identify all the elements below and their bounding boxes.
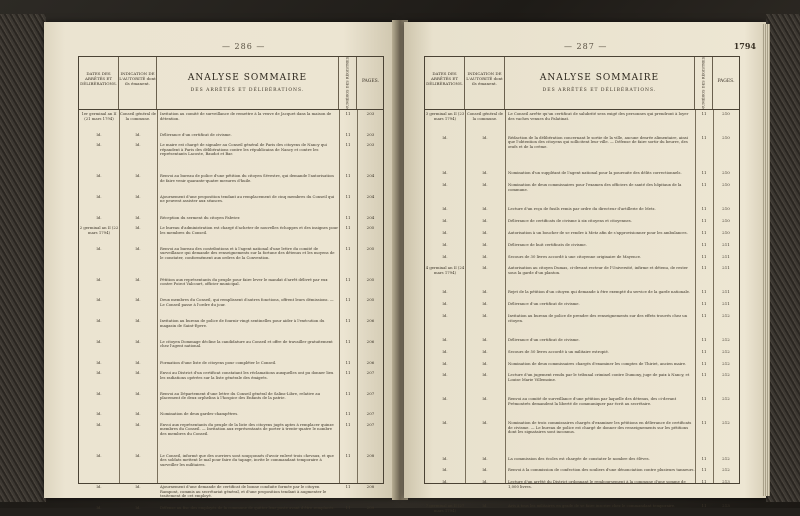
table-row	[425, 314, 739, 338]
cell-page: 212	[722, 348, 730, 354]
cell-num: 11	[701, 348, 707, 354]
cell-text: Renvoi à la commission de confection des souliers d'une dénonciation contre plusieurs tanneurs.	[508, 467, 695, 473]
cell-num: 11	[701, 467, 707, 473]
cell-text: Envoi aux représentants du peuple de la liste des citoyens jugés aptes à remplacer quinze membres du Conseil. — Invitation aux représentants de porter à trente-quatre le nombre des membres du Conseil.	[160, 421, 334, 436]
header-authority: INDICATION DE L'AUTORITÉ dont ils émanent.	[465, 57, 505, 109]
cell-date: Id.	[442, 170, 448, 176]
cell-page: 207	[366, 421, 375, 427]
cell-text: Formation d'une liste de citoyens pour compléter le Conseil.	[160, 359, 277, 365]
table-row	[425, 480, 739, 504]
cell-date: Id.	[442, 289, 448, 295]
cell-text: Lecture d'un arrêté du District ordonnant le remboursement à la commune d'une somme de 1,000 livres.	[508, 479, 686, 489]
cell-date: Id.	[442, 206, 448, 212]
cell-num: 11	[701, 419, 707, 425]
table-row	[79, 174, 383, 195]
table-row	[79, 112, 383, 133]
cell-date: Id.	[442, 419, 448, 425]
header-analysis	[157, 57, 339, 109]
cell-date: Id.	[442, 336, 448, 342]
cell-date: 7 germinal an II (27 mars 1794)	[425, 503, 465, 513]
cell-text: Délivrance d'un certificat de civisme.	[508, 336, 580, 342]
cell-authority: Id.	[135, 369, 141, 375]
cell-authority: Id.	[135, 142, 141, 148]
register-table	[424, 55, 740, 513]
cell-authority: Id.	[135, 504, 141, 510]
table-header	[79, 57, 383, 110]
cell-date: Id.	[442, 229, 448, 235]
cell-num: 11	[701, 111, 707, 116]
table-row	[79, 195, 383, 216]
cell-page: 207	[366, 390, 375, 396]
cell-page: 205	[366, 245, 375, 251]
cell-page: 203	[366, 131, 375, 137]
cell-page: 205	[366, 276, 375, 282]
header-pages: PAGES.	[717, 79, 735, 84]
cell-text: Envoi au District d'un certificat constatant les réclamations auxquelles ont pu donner lieu les radiations opérées sur la liste générale des émigrés.	[160, 369, 334, 380]
cell-page: 203	[366, 111, 375, 116]
cell-text: Délivrance de huit certificats de civisme.	[508, 241, 587, 247]
table-row	[425, 243, 739, 255]
cell-num: 11	[345, 483, 351, 489]
header-title: ANALYSE SOMMAIRE	[539, 73, 660, 83]
table-row	[79, 485, 383, 506]
cell-num: 11	[701, 206, 707, 212]
table-row	[425, 397, 739, 421]
cell-date: Id.	[96, 297, 102, 303]
cell-text: Le maire est chargé de signaler au Conseil général de Paris des citoyens de Nancy qui répandent à Paris des délibérations contre les républicains de Nancy et contre les représentants Lacoste, Baudot et Bar.	[160, 142, 327, 157]
cell-num: 11	[345, 297, 351, 303]
cell-date: Id.	[96, 359, 102, 365]
cell-authority: Id.	[482, 396, 488, 402]
cell-num: 11	[701, 372, 707, 378]
table-row	[425, 231, 739, 243]
cell-date: Id.	[442, 455, 448, 461]
cell-authority: Id.	[482, 348, 488, 354]
cell-authority: Id.	[135, 421, 141, 427]
table-header	[425, 57, 739, 110]
cell-text: Invitation au bureau de police de prendre des renseignements sur des effets trouvés chez un citoyen.	[508, 313, 688, 323]
cell-num: 11	[701, 253, 707, 259]
cell-text: Avis à tous les militaires en grade de se faire inscrire chez le commandant temporaire.	[508, 503, 676, 509]
cell-num: 11	[345, 224, 351, 230]
cell-authority: Id.	[135, 193, 141, 199]
cell-text: Rédaction de la délibération concernant le sortie de la ville, aucune denrée alimentaire, ainsi que l'obtention des citoyens qui sollicitent leur ville. — Défense de faire sortir du beurre, des œufs et de la crème.	[508, 134, 688, 149]
cell-num: 11	[701, 170, 707, 176]
cell-text: Défense au fisc des employés de la commune de quitter leur poste avant d'être remplacés.	[160, 504, 335, 510]
cell-date: Id.	[96, 483, 102, 489]
cell-authority: Conseil général de la commune.	[466, 111, 503, 121]
cell-text: Rejet de la pétition d'un citoyen qui demande à être exempté du service de la garde nationale.	[508, 289, 691, 295]
cell-page: 210	[722, 134, 730, 140]
cell-text: Nomination de deux commissaires chargés d'examiner les comptes de Thiriet, ancien maire.	[508, 360, 687, 366]
cell-date: Id.	[96, 214, 102, 220]
cell-num: 11	[345, 245, 351, 251]
cell-num: 11	[701, 396, 707, 402]
cell-num: 11	[701, 313, 707, 318]
cell-authority: Id.	[482, 419, 488, 425]
header-subtitle: DES ARRÊTÉS ET DÉLIBÉRATIONS.	[190, 88, 305, 93]
cell-text: Délivrance d'un certificat de civisme.	[160, 131, 232, 137]
table-row	[425, 112, 739, 136]
cell-num: 11	[345, 390, 351, 396]
cell-authority: Id.	[482, 479, 488, 485]
cell-date: Id.	[442, 217, 448, 223]
cell-text: Pétition aux représentants du peuple pour faire lever le mandat d'arrêt délivré par eux contre Poirot Valcourt, officier municipal.	[160, 276, 328, 287]
cell-num: 11	[701, 182, 707, 188]
table-row	[425, 290, 739, 302]
table-row	[79, 247, 383, 278]
cell-text: Le citoyen Dommage décline la candidature au Conseil et offre de travailler gratuitement chez l'agent national.	[160, 338, 333, 349]
marbled-cover-right	[766, 14, 800, 502]
cell-date: Id.	[96, 338, 102, 344]
cell-date: Id.	[96, 411, 102, 417]
cell-date: Id.	[442, 467, 448, 473]
cell-text: Réception du serment du citoyen Fabvier.	[160, 214, 241, 220]
cell-num: 11	[701, 265, 707, 271]
cell-num: 11	[345, 214, 351, 220]
table-row	[425, 338, 739, 350]
cell-authority: Id.	[135, 318, 141, 324]
cell-text: Ajournement d'une demande de certificat de bonne conduite formée par le citoyen Rampont, commis au secrétariat général, et d'une proposition tendant à augmenter le traitement de cet employé.	[160, 483, 327, 499]
cell-page: 205	[366, 297, 375, 303]
cell-page: 211	[722, 289, 730, 295]
cell-page: 213	[722, 479, 730, 485]
header-subtitle: DES ARRÊTÉS ET DÉLIBÉRATIONS.	[542, 88, 657, 93]
cell-num: 11	[701, 289, 707, 295]
cell-date: Id.	[96, 173, 102, 179]
cell-text: Invitation au comité de surveillance de remettre à la veuve de Jacquet dans la maison de détention.	[160, 111, 332, 121]
cell-date: Id.	[442, 348, 448, 354]
cell-date: Id.	[442, 241, 448, 247]
cell-page: 210	[722, 206, 730, 212]
cell-text: Nomination de deux commissaires pour l'examen des officiers de santé des hôpitaux de la commune.	[508, 182, 682, 192]
cell-page: 210	[722, 217, 730, 223]
cell-page: 210	[722, 182, 730, 188]
table-row	[79, 392, 383, 413]
cell-page: 208	[366, 452, 375, 458]
header-authority: INDICATION DE L'AUTORITÉ dont ils émanent.	[119, 57, 157, 109]
table-row	[79, 143, 383, 174]
cell-page: 212	[722, 313, 730, 318]
cell-text: Renvoi au bureau de police d'une pétition du citoyen Sévestre, qui demande l'autorisation de faire venir quarante-quatre mesures d'huile.	[160, 173, 334, 183]
page-edges	[762, 24, 770, 496]
table-row	[79, 278, 383, 299]
cell-authority: Id.	[135, 245, 141, 251]
table-body	[425, 110, 739, 513]
cell-authority: Conseil général de la commune.	[119, 111, 156, 121]
table-row	[425, 421, 739, 457]
cell-authority: Id.	[482, 301, 488, 307]
cell-authority: Id.	[135, 297, 141, 303]
page-number: — 286 —	[222, 42, 266, 51]
cell-authority: Id.	[482, 360, 488, 366]
cell-authority: Id.	[135, 224, 141, 230]
cell-num: 11	[701, 301, 707, 307]
cell-page: 211	[722, 265, 730, 271]
cell-page: 207	[366, 369, 375, 375]
cell-authority: Id.	[482, 182, 488, 188]
header-register-numbers	[695, 57, 713, 109]
cell-page: 206	[366, 359, 375, 365]
table-row	[79, 371, 383, 392]
cell-num: 11	[345, 142, 351, 148]
cell-text: Nomination de deux gardes-champêtres.	[160, 411, 239, 417]
cell-text: Lecture d'un reçu de fusils remis par ordre du directeur d'artillerie de Metz.	[508, 206, 656, 212]
cell-num: 11	[345, 421, 351, 427]
cell-num: 11	[701, 229, 707, 235]
cell-page: 212	[722, 467, 730, 473]
cell-authority: Id.	[135, 173, 141, 179]
cell-page: 212	[722, 372, 730, 378]
header-register-numbers	[339, 57, 357, 109]
header-register-numbers-label: NUMÉROS DES RÉGISTRES.	[345, 55, 349, 111]
cell-page: 208	[366, 483, 375, 489]
header-title: ANALYSE SOMMAIRE	[187, 73, 308, 83]
cell-page: 207	[366, 411, 375, 417]
cell-date: 1er germinal an II (21 mars 1794)	[81, 111, 117, 121]
cell-date: Id.	[442, 396, 448, 402]
table-row	[425, 183, 739, 207]
cell-date: Id.	[442, 372, 448, 378]
cell-text: Deux membres du Conseil, qui remplissent d'autres fonctions, offrent leurs démissions. — Le Conseil passe à l'ordre du jour.	[160, 297, 334, 308]
cell-text: Renvoi au Département d'une lettre du Conseil général de Salins-Libre, relative au placement de deux orphelins à l'hospice des Enfants de la patrie.	[160, 390, 321, 401]
cell-authority: Id.	[482, 313, 488, 318]
cell-text: Autorisation à un boucher de se rendre à Metz afin de s'approvisionner pour les ambulances.	[508, 229, 688, 235]
table-row	[425, 136, 739, 172]
cell-date: Id.	[96, 318, 102, 324]
table-row	[79, 298, 383, 319]
cell-text: Renvoi au bureau des contributions et à l'agent national d'une lettre du comité de surveillance qui demande des renseignements sur la fortune des détenus et les moyens de le constater, conformément aux ordres de la Convention.	[160, 245, 335, 260]
cell-num: 11	[701, 503, 707, 509]
cell-authority: Id.	[482, 467, 488, 473]
cell-page: 210	[722, 229, 730, 235]
cell-authority: Id.	[135, 276, 141, 282]
cell-date: Id.	[442, 313, 448, 318]
cell-date: 4 germinal an II (24 mars 1794)	[425, 265, 465, 276]
table-row	[79, 226, 383, 247]
table-row	[425, 373, 739, 397]
cell-text: Secours de 50 livres accordé à un militaire estropié.	[508, 348, 609, 354]
header-dates: DATES DES ARRÊTÉS ET DÉLIBÉRATIONS.	[425, 57, 465, 109]
cell-num: 11	[701, 241, 707, 247]
cell-text: Invitation au bureau de police de fournir vingt sentinelles pour aider à l'exécution du magasin de Saint-Epvre.	[160, 318, 325, 328]
cell-text: Le Conseil arrête qu'un certificat de salubrité sera exigé des personnes qui prendront à loyer des vaches venues du Palatinat.	[508, 111, 689, 121]
cell-date: Id.	[96, 193, 102, 199]
cell-date: Id.	[96, 245, 102, 251]
cell-page: 212	[722, 396, 730, 402]
header-analysis	[505, 57, 695, 109]
cell-page: 210	[722, 111, 730, 116]
cell-date: Id.	[442, 360, 448, 366]
cell-num: 11	[701, 360, 707, 366]
left-page	[44, 22, 396, 510]
cell-authority: Id.	[135, 390, 141, 396]
table-row	[425, 504, 739, 516]
cell-num: 11	[345, 504, 351, 510]
cell-authority: Id.	[482, 217, 488, 223]
cell-date: 2 germinal an II (22 mars 1794)	[79, 224, 119, 235]
cell-authority: Id.	[482, 170, 488, 176]
cell-page: 212	[722, 336, 730, 342]
cell-authority: Id.	[482, 134, 488, 140]
cell-authority: Id.	[482, 206, 488, 212]
cell-num: 11	[345, 131, 351, 137]
cell-page: 204	[366, 193, 375, 199]
cell-text: Le Conseil, informé que des ouvriers sont soupçonnés d'avoir enlevé trois chevaux, et que des soldats mettent le mal pour faire du tapage, invite le commandant temporaire à surveiller les militaires.	[160, 452, 334, 468]
cell-date: Id.	[442, 134, 448, 140]
header-dates: DATES DES ARRÊTÉS ET DÉLIBÉRATIONS.	[79, 57, 119, 109]
year-header: 1794	[733, 41, 756, 51]
cell-text: Autorisation au citoyen Dumas, ci-devant recteur de l'Université, infirme et détenu, de rester sous la garde d'un planton.	[508, 265, 688, 276]
right-page	[404, 22, 766, 513]
cell-text: Secours de 30 livres accordé à une citoyenne originaire de Mayence.	[508, 253, 642, 259]
marbled-cover-left	[0, 14, 46, 502]
cell-page: 206	[366, 338, 375, 344]
cell-page: 211	[722, 301, 730, 307]
cell-num: 11	[345, 111, 351, 116]
cell-authority: Id.	[135, 359, 141, 365]
cell-num: 11	[345, 318, 351, 324]
cell-date: Id.	[96, 390, 102, 396]
cell-authority: Id.	[482, 503, 488, 509]
cell-authority: Id.	[482, 241, 488, 247]
table-row	[79, 423, 383, 454]
cell-page: 212	[722, 360, 730, 366]
cell-page: 212	[722, 419, 730, 425]
cell-authority: Id.	[135, 483, 141, 489]
cell-authority: Id.	[135, 131, 141, 137]
cell-page: 204	[366, 173, 375, 179]
cell-page: 210	[722, 170, 730, 176]
cell-page: 213	[722, 503, 730, 509]
cell-page: 212	[722, 455, 730, 461]
cell-text: Lecture d'un jugement rendu par le tribunal criminel contre Dumony, juge de paix à Nancy, et Louise Marie Villemoine.	[508, 372, 690, 382]
cell-date: Id.	[96, 504, 102, 510]
cell-authority: Id.	[135, 338, 141, 344]
cell-date: Id.	[96, 276, 102, 282]
cell-text: Nomination de trois commissaires chargés d'examiner les pétitions en délivrance de certificats de civisme. — Le bureau de police est chargé de donner des renseignements sur les pétitions dont les signataires sont inconnus.	[508, 419, 692, 435]
cell-num: 11	[701, 336, 707, 342]
header-register-numbers-label: NUMÉROS DES RÉGISTRES.	[701, 55, 705, 111]
cell-num: 11	[345, 338, 351, 344]
table-row	[425, 350, 739, 362]
cell-page: 211	[722, 253, 730, 259]
cell-num: 11	[701, 134, 707, 140]
cell-num: 11	[701, 479, 707, 485]
cell-date: Id.	[96, 369, 102, 375]
cell-date: Id.	[96, 142, 102, 148]
cell-authority: Id.	[135, 452, 141, 458]
cell-authority: Id.	[482, 455, 488, 461]
cell-date: Id.	[96, 421, 102, 427]
cell-page: 211	[722, 241, 730, 247]
table-row	[79, 340, 383, 361]
cell-page: 203	[366, 142, 375, 148]
cell-num: 11	[345, 411, 351, 417]
cell-date: Id.	[442, 253, 448, 259]
cell-page: 209	[366, 504, 375, 510]
cell-page: 206	[366, 318, 375, 324]
cell-text: Délivrance de certificats de civisme à six citoyens et citoyennes.	[508, 217, 632, 223]
cell-authority: Id.	[482, 253, 488, 259]
cell-authority: Id.	[482, 289, 488, 295]
table-row	[79, 319, 383, 340]
cell-num: 11	[345, 369, 351, 375]
cell-num: 11	[701, 217, 707, 223]
header-pages: PAGES.	[361, 79, 380, 84]
cell-num: 11	[701, 455, 707, 461]
page-number: — 287 —	[564, 42, 608, 51]
cell-num: 11	[345, 193, 351, 199]
cell-num: 11	[345, 276, 351, 282]
table-row	[79, 454, 383, 485]
cell-authority: Id.	[135, 411, 141, 417]
cell-authority: Id.	[482, 229, 488, 235]
cell-authority: Id.	[482, 372, 488, 378]
cell-date: Id.	[96, 131, 102, 137]
table-row	[79, 506, 383, 516]
table-row	[425, 266, 739, 290]
cell-date: 3 germinal an II (23 mars 1794)	[425, 111, 465, 121]
cell-text: La commission des écoles est chargée de constater le nombre des élèves.	[508, 455, 650, 461]
cell-authority: Id.	[482, 265, 488, 271]
table-body	[79, 110, 383, 510]
cell-authority: Id.	[135, 214, 141, 220]
cell-page: 204	[366, 214, 375, 220]
cell-num: 11	[345, 452, 351, 458]
cell-page: 205	[366, 224, 375, 230]
register-table	[78, 55, 384, 510]
cell-text: Nomination d'un suppléant de l'agent national pour la poursuite des délits correctionnels.	[508, 170, 682, 176]
cell-date: Id.	[442, 301, 448, 307]
cell-text: Ajournement d'une proposition tendant au remplacement de cinq membres du Conseil qui ne peuvent assister aux séances.	[160, 193, 335, 204]
cell-date: Id.	[442, 479, 448, 485]
cell-authority: Id.	[482, 336, 488, 342]
cell-text: Le bureau d'administration est chargé d'acheter de nouvelles échoppes et des insignes pour les membres du Conseil.	[160, 224, 339, 235]
cell-date: Id.	[442, 182, 448, 188]
cell-text: Délivrance d'un certificat de civisme.	[508, 301, 580, 307]
cell-num: 11	[345, 359, 351, 365]
cell-num: 11	[345, 173, 351, 179]
cell-text: Renvoi au comité de surveillance d'une pétition par laquelle des détenus, des ci-devant Prémontrés demandent la liberté de communiquer par écrit au secrétaire.	[508, 396, 677, 406]
cell-date: Id.	[96, 452, 102, 458]
